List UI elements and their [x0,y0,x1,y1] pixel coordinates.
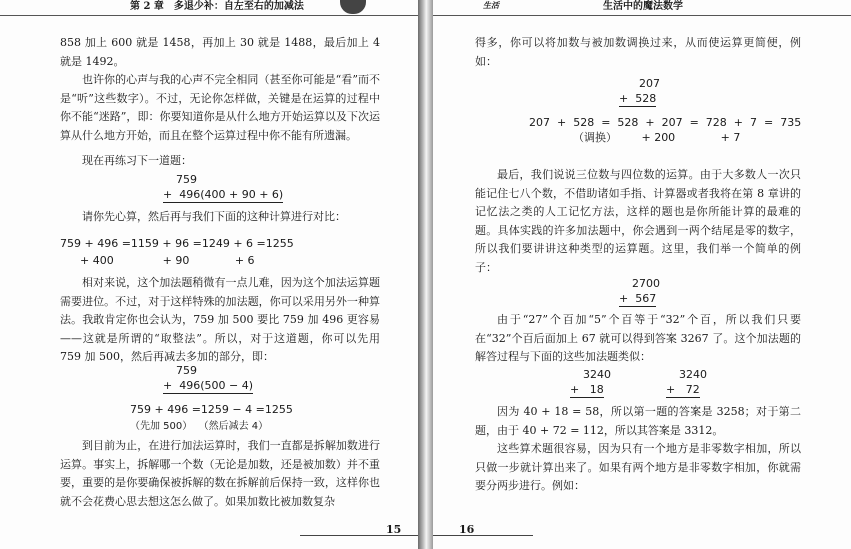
paragraph: 这些算术题很容易，因为只有一个地方是非零数字相加，所以只做一步就计算出来了。如果有两个地方是非零数字相加，你就需要分两步进行。例如： [475,442,801,492]
page-number: 16 [459,523,475,536]
example-addend: + 567 [619,292,657,305]
paragraph: 相对来说，这个加法题稍微有一点儿难，因为这个加法运算题需要进位。不过，对于这样特殊的加法题，你可以采用另外一种算法。我敢肯定你也会认为，759 加 500 要比 759 加 496 更容易——这就是所谓的“取整法”。所以，对于这道题，你可以先用 759 加 500，然后再减去多加的部分，即： [60,276,380,363]
book-spine [418,0,433,549]
example-addend: + 528 [619,92,657,105]
paragraph: 请你先心算，然后再与我们下面的这种计算进行对比： [82,210,346,223]
calculation-line: 759 + 496 =1259 − 4 =1255 [130,403,293,416]
paragraph: 因为 40 + 18 = 58，所以第一题的答案是 3258；对于第二题，由于 40 + 72 = 112，所以其答案是 3312。 [475,405,801,437]
example-addend: + 496(400 + 90 + 6) [163,188,284,201]
paragraph: 最后，我们说说三位数与四位数的运算。由于大多数人一次只能记住七八个数，不借助诸如手指、计算器或者我将在第 8 章讲的记忆法之类的人工记忆方法，这样的题也是你所能计算的最难的题。具体实践的许多加法题中，你会遇到一两个结尾是零的数字，所以我们要讲讲这种类型的运算题。这里，我们举一个简单的例子： [475,168,801,274]
calculation-line: 207 + 528 = 528 + 207 = 728 + 7 = 735 [529,116,802,129]
example-operand: 2700 [632,277,660,290]
paragraph: 得多，你可以将加数与被加数调换过来，从而使运算更简便，例如： [475,36,801,68]
paragraph: 现在再练习下一道题： [82,154,192,167]
example-operand: 3240 [679,368,707,381]
book-logo: 生活 [483,0,499,10]
paragraph: 858 加上 600 就是 1458，再加上 30 就是 1488，最后加上 4 就是 1492。 [60,36,380,68]
example-addend: + 496(500 − 4) [163,379,253,392]
chapter-emblem-icon [340,0,366,14]
example-operand: 207 [639,77,660,90]
calculation-annotation: （调换） + 200 + 7 [573,131,741,144]
calculation-annotation: （先加 500） （然后减去 4） [130,421,269,432]
calculation-line: 759 + 496 =1159 + 96 =1249 + 6 =1255 [60,237,294,250]
calculation-annotation: + 400 + 90 + 6 [80,254,255,267]
example-operand: 759 [176,173,197,186]
example-addend: + 18 [570,383,604,396]
left-page [0,0,418,549]
example-addend: + 72 [666,383,700,396]
example-operand: 3240 [583,368,611,381]
chapter-header: 第 2 章 多退少补：自左至右的加减法 [130,1,304,12]
footer-rule [433,535,533,536]
paragraph: 到目前为止，在进行加法运算时，我们一直都是拆解加数进行运算。事实上，拆解哪一个数（无论是加数，还是被加数）并不重要，重要的是你要确保被拆解的数在拆解前后保持一致，这样你也就不会花费心思去想这怎么做了。如果加数比被加数复杂 [60,439,380,508]
paragraph: 由于“27”个百加“5”个百等于“32”个百，所以我们只要在“32”个百后面加上 67 就可以得到答案 3267 了。这个加法题的解答过程与下面的这些加法题类似： [475,313,801,363]
paragraph: 也许你的心声与我的心声不完全相同（甚至你可能是“看”而不是“听”这些数字）。不过，无论你怎样做，关键是在运算的过程中你不能“迷路”，即：你要知道你是从什么地方开始运算以及下次运算从什么地方开始，而且在整个运算过程中你不能有所遗漏。 [60,73,380,142]
right-page [433,0,851,549]
example-operand: 759 [176,364,197,377]
book-header: 生活中的魔法数学 [603,1,683,12]
page-number: 15 [386,523,402,536]
